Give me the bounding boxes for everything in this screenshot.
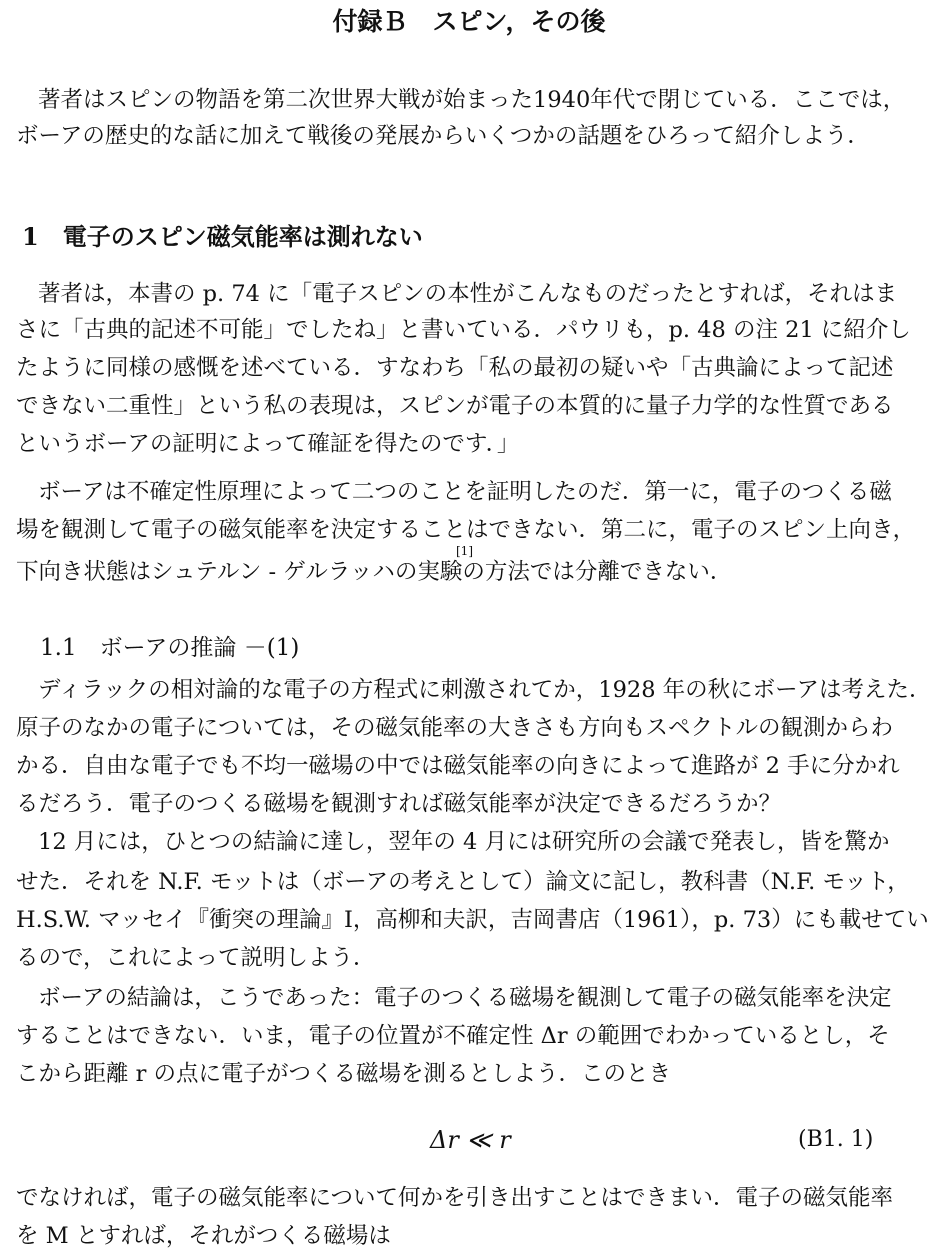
s1-p2-line-2: 場を観測して電子の磁気能率を決定することはできない．第二に，電子のスピン上向き，	[16, 517, 916, 543]
equation-b1-1: Δr ≪ r	[430, 1126, 511, 1154]
intro-line-2: ボーアの歴史的な話に加えて戦後の発展からいくつかの話題をひろって紹介しよう．	[16, 123, 870, 149]
ss-p3-line-2: することはできない．いま，電子の位置が不確定性 Δr の範囲でわかっているとし，そ	[16, 1023, 890, 1049]
s1-p1-line-3: たように同様の感慨を述べている．すなわち「私の最初の疑いや「古典論によって記述	[16, 355, 894, 381]
equation-number: (B1. 1)	[798, 1127, 874, 1152]
ss-p1-line-3: かる．自由な電子でも不均一磁場の中では磁気能率の向きによって進路が 2 手に分かれ	[16, 753, 900, 779]
ss-p2-line-3: H.S.W. マッセイ『衝突の理論』I，高柳和夫訳，吉岡書店（1961），p. 73）にも載せてい	[16, 907, 929, 933]
s1-p2-line-1: ボーアは不確定性原理によって二つのことを証明したのだ．第一に，電子のつくる磁	[38, 479, 892, 505]
ss-p4-line-2: を M とすれば，それがつくる磁場は	[16, 1223, 391, 1249]
ss-p4-line-1: でなければ，電子の磁気能率について何かを引き出すことはできまい．電子の磁気能率	[16, 1185, 894, 1211]
intro-line-1: 著者はスピンの物語を第二次世界大戦が始まった1940年代で閉じている．ここでは，	[38, 87, 906, 113]
s1-p1-line-2: さに「古典的記述不可能」でしたね」と書いている．パウリも，p. 48 の注 21 に紹介し	[16, 317, 911, 343]
ss-p2-line-4: るので，これによって説明しよう．	[16, 945, 376, 971]
page-title: 付録Ｂ スピン，その後	[332, 7, 606, 36]
footnote-mark: [1]	[456, 544, 473, 558]
subsection-1-1-heading: 1.1 ボーアの推論 －(1)	[40, 635, 300, 661]
ss-p1-line-2: 原子のなかの電子については，その磁気能率の大きさも方向もスペクトルの観測からわ	[16, 715, 894, 741]
section-1-heading: 1 電子のスピン磁気能率は測れない	[22, 222, 423, 251]
ss-p2-line-1: 12 月には，ひとつの結論に達し，翌年の 4 月には研究所の会議で発表し，皆を驚か	[38, 829, 890, 855]
ss-p3-line-3: こから距離 r の点に電子がつくる磁場を測るとしよう．このとき	[16, 1061, 672, 1087]
s1-p1-line-1: 著者は，本書の p. 74 に「電子スピンの本性がこんなものだったとすれば，それはま	[38, 281, 898, 307]
s1-p1-line-4: できない二重性」という私の表現は，スピンが電子の本質的に量子力学的な性質である	[16, 393, 894, 419]
ss-p2-line-2: せた．それを N.F. モットは（ボーアの考えとして）論文に記し，教科書（N.F. モット，	[16, 869, 910, 895]
ss-p3-line-1: ボーアの結論は，こうであった：電子のつくる磁場を観測して電子の磁気能率を決定	[38, 985, 892, 1011]
s1-p1-line-5: というボーアの証明によって確証を得たのです．」	[16, 431, 520, 457]
s1-p2-line-3: 下向き状態はシュテルン - ゲルラッハの実験の方法では分離できない．	[16, 559, 733, 585]
ss-p1-line-4: るだろう．電子のつくる磁場を観測すれば磁気能率が決定できるだろうか？	[16, 791, 782, 817]
ss-p1-line-1: ディラックの相対論的な電子の方程式に刺激されてか，1928 年の秋にボーアは考えた．	[38, 677, 932, 703]
